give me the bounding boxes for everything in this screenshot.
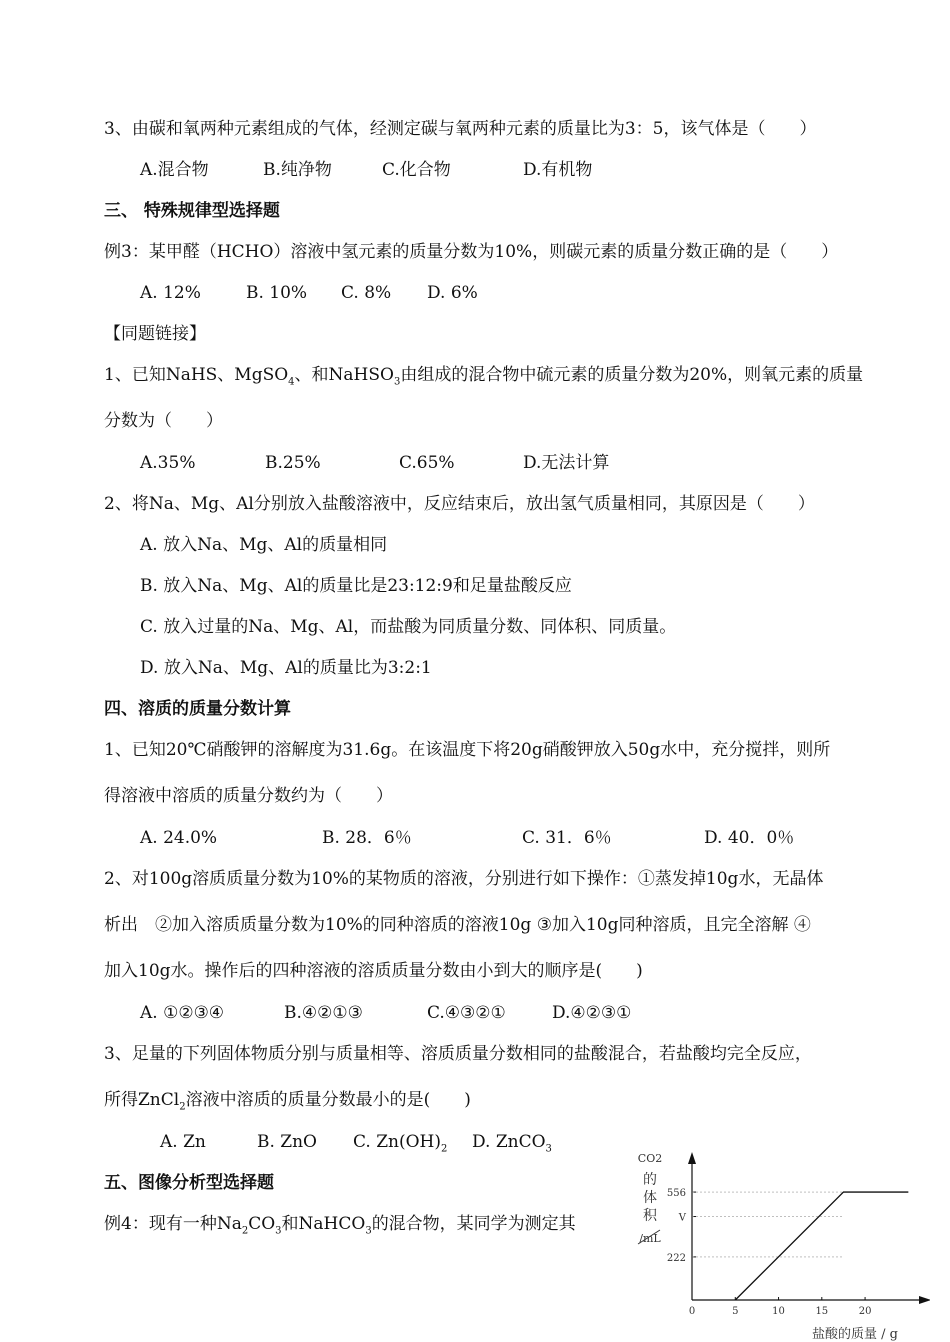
option-a: A.35% (140, 453, 196, 473)
option-a: A. 放入Na、Mg、Al的质量相同 (140, 535, 388, 555)
option-d: D. 6% (427, 283, 478, 303)
section-title: 四、溶质的质量分数计算 (104, 699, 291, 719)
link-title: 【同题链接】 (104, 324, 206, 344)
x-axis-arrow (919, 1296, 930, 1304)
question-stem: 2、对100g溶质质量分数为10%的某物质的溶液，分别进行如下操作：①蒸发掉10g水，无晶体 (104, 869, 824, 889)
y-axis-label: /mL (639, 1232, 661, 1245)
y-axis-label: CO2 (637, 1152, 663, 1165)
option-b: B. ZnO (257, 1132, 317, 1152)
stem-part: 溶液中溶质的质量分数最小的是( ) (185, 1090, 471, 1110)
option-d (472, 1130, 552, 1161)
stem-part: CO (248, 1214, 276, 1234)
option-c: C. 8% (341, 283, 392, 303)
stem-part: 、和NaHSO (294, 365, 394, 385)
option-b: B.纯净物 (263, 160, 332, 180)
chart-ticks (667, 1188, 872, 1317)
y-tick-label: 556 (666, 1188, 686, 1200)
option-c: C.化合物 (382, 160, 451, 180)
question-stem: 2、将Na、Mg、Al分别放入盐酸溶液中，反应结束后，放出氢气质量相同，其原因是（ ） (104, 494, 815, 514)
section-title: 三、 特殊规律型选择题 (104, 201, 280, 221)
option-d: D.无法计算 (523, 453, 610, 473)
chart-plot (735, 1192, 908, 1300)
question-stem-cont: 加入10g水。操作后的四种溶液的溶质质量分数由小到大的顺序是( ) (104, 961, 643, 981)
example-stem: 例3：某甲醛（HCHO）溶液中氢元素的质量分数为10%，则碳元素的质量分数正确的是（ ） (104, 242, 839, 262)
section-title: 五、图像分析型选择题 (104, 1173, 274, 1193)
option-text: D. ZnCO (472, 1132, 546, 1152)
question-stem-cont: 析出 ②加入溶质质量分数为10%的同种溶质的溶液10g ③加入10g同种溶质，且完全溶解 ④ (104, 915, 811, 935)
subscript: 2 (241, 1225, 249, 1237)
option-c: C.65% (399, 453, 455, 473)
y-axis-label: 的 (643, 1172, 657, 1188)
stem-part: 1、已知NaHS、MgSO (104, 365, 289, 385)
option-text: C. Zn(OH) (353, 1132, 441, 1152)
x-tick-label: 20 (858, 1306, 872, 1317)
co2-volume-chart (630, 1150, 930, 1342)
option-a: A.混合物 (140, 160, 209, 180)
question-stem: 1、已知20℃硝酸钾的溶解度为31.6g。在该温度下将20g硝酸钾放入50g水中，充分搅拌，则所 (104, 740, 831, 760)
y-axis-label: 积 (643, 1208, 657, 1224)
subscript: 4 (288, 376, 295, 388)
option-d: D.有机物 (523, 160, 593, 180)
option-c: C. 31．6％ (522, 828, 612, 848)
x-tick-label: 15 (815, 1306, 829, 1317)
option-d: D. 放入Na、Mg、Al的质量比为3:2:1 (140, 658, 432, 678)
subscript: 3 (545, 1143, 552, 1155)
option-a: A. 24.0% (140, 828, 218, 848)
option-b: B. 10% (246, 283, 308, 303)
subscript: 3 (393, 376, 401, 388)
y-tick-label: V (678, 1212, 686, 1224)
stem-part: 的混合物，某同学为测定其 (371, 1214, 576, 1234)
subscript: 2 (441, 1143, 448, 1155)
x-tick-label: 10 (772, 1306, 785, 1317)
example-stem (104, 1212, 576, 1243)
option-c (353, 1130, 447, 1161)
subscript: 3 (365, 1225, 372, 1237)
subscript: 3 (275, 1225, 282, 1237)
option-d: D. 40．0％ (704, 828, 795, 848)
stem-part: 和NaHCO (281, 1214, 366, 1234)
option-a: A. ①②③④ (140, 1003, 225, 1023)
y-axis-arrow (688, 1152, 696, 1164)
question-stem-cont: 分数为（ ） (104, 411, 223, 431)
option-d: D.④②③① (552, 1003, 632, 1023)
question-stem (104, 363, 863, 394)
option-c: C. 放入过量的Na、Mg、Al，而盐酸为同质量分数、同体积、同质量。 (140, 617, 677, 637)
option-b: B.25% (265, 453, 321, 473)
chart-axes (688, 1152, 930, 1304)
x-tick-label: 0 (688, 1306, 696, 1317)
question-stem-cont: 得溶液中溶质的质量分数约为（ ） (104, 786, 393, 806)
option-a: A. Zn (160, 1132, 206, 1152)
option-b: B. 放入Na、Mg、Al的质量比是23:12:9和足量盐酸反应 (140, 576, 572, 596)
option-a: A. 12% (140, 283, 201, 303)
question-stem-cont (104, 1088, 471, 1119)
series-line (735, 1192, 908, 1300)
y-axis-label: 体 (643, 1190, 657, 1206)
subscript: 2 (179, 1101, 186, 1113)
stem-part: 由组成的混合物中硫元素的质量分数为20%，则氧元素的质量 (400, 365, 864, 385)
y-tick-label: 222 (666, 1252, 686, 1264)
x-axis-label: 盐酸的质量 / g (812, 1327, 898, 1342)
stem-part: 所得ZnCl (104, 1090, 180, 1110)
stem-part: 例4：现有一种Na (104, 1214, 242, 1234)
x-tick-label: 5 (732, 1306, 739, 1317)
option-c: C.④③②① (427, 1003, 506, 1023)
question-stem: 3、由碳和氧两种元素组成的气体，经测定碳与氧两种元素的质量比为3：5，该气体是（ ） (104, 119, 817, 139)
question-stem: 3、足量的下列固体物质分别与质量相等、溶质质量分数相同的盐酸混合，若盐酸均完全反应， (104, 1044, 812, 1064)
option-b: B.④②①③ (284, 1003, 363, 1023)
option-b: B. 28．6％ (322, 828, 412, 848)
